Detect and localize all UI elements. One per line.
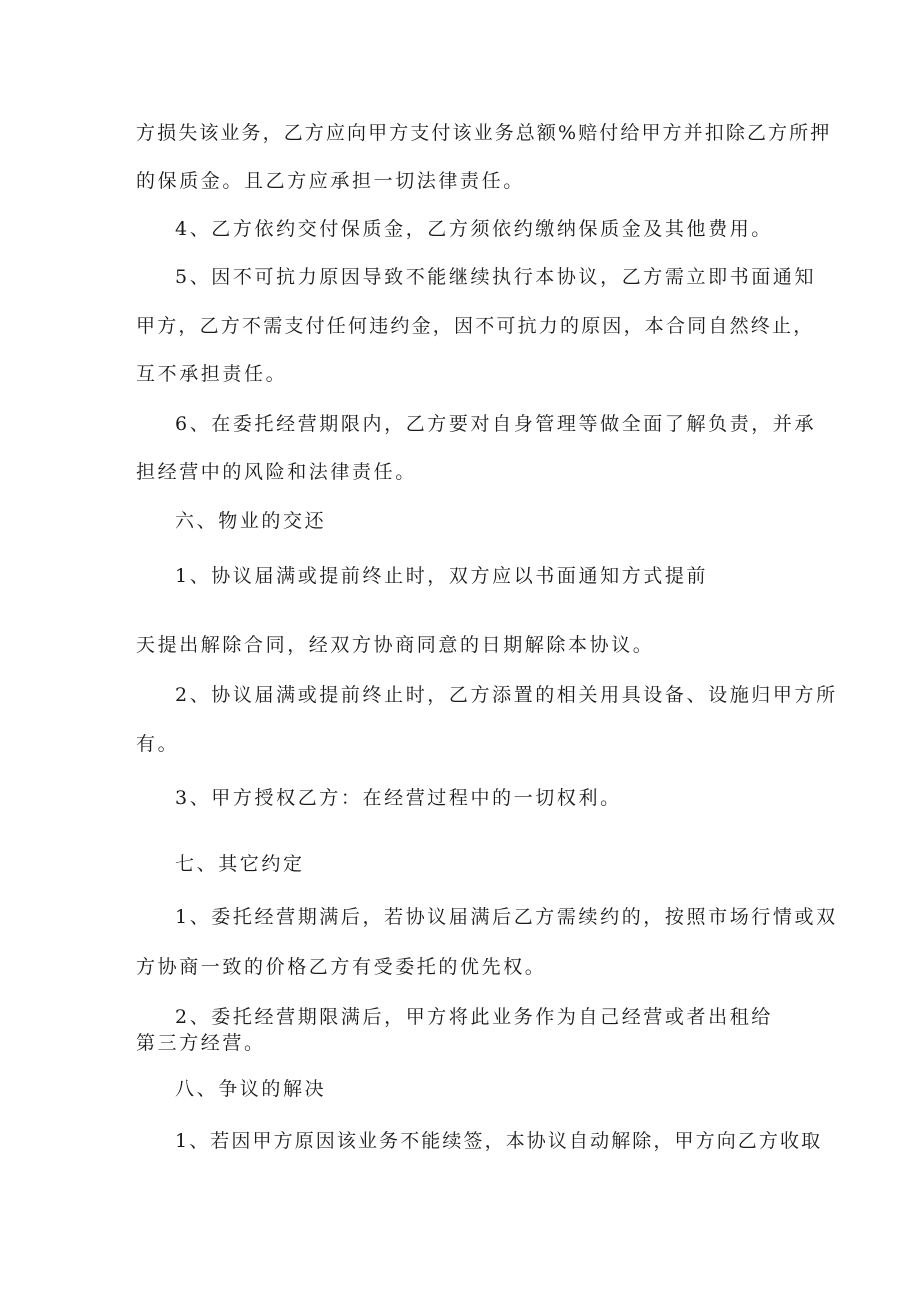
- paragraph-line: 有。: [136, 733, 180, 755]
- paragraph-line: 2、委托经营期限满后，甲方将此业务作为自己经营或者出租给: [175, 1006, 773, 1028]
- paragraph-line: 1、若因甲方原因该业务不能续签，本协议自动解除，甲方向乙方收取: [175, 1130, 823, 1152]
- paragraph-line: 4、乙方依约交付保质金，乙方须依约缴纳保质金及其他费用。: [175, 218, 773, 240]
- paragraph-line: 1、委托经营期满后，若协议届满后乙方需续约的，按照市场行情或双: [175, 906, 838, 928]
- paragraph-line: 担经营中的风险和法律责任。: [136, 461, 417, 483]
- paragraph-line: 2、协议届满或提前终止时，乙方添置的相关用具设备、设施归甲方所: [175, 684, 838, 706]
- paragraph-line: 互不承担责任。: [136, 363, 288, 385]
- section-heading: 八、争议的解决: [175, 1078, 327, 1100]
- paragraph-line: 6、在委托经营期限内，乙方要对自身管理等做全面了解负责，并承: [175, 413, 817, 435]
- paragraph-line: 第三方经营。: [136, 1032, 266, 1054]
- section-heading: 七、其它约定: [175, 853, 305, 875]
- paragraph-line: 方损失该业务，乙方应向甲方支付该业务总额%赔付给甲方并扣除乙方所押: [136, 122, 832, 144]
- paragraph-line: 的保质金。且乙方应承担一切法律责任。: [136, 170, 525, 192]
- paragraph-line: 5、因不可抗力原因导致不能继续执行本协议，乙方需立即书面通知: [175, 266, 817, 288]
- paragraph-line: 甲方，乙方不需支付任何违约金，因不可抗力的原因，本合同自然终止，: [136, 315, 815, 337]
- section-heading: 六、物业的交还: [175, 510, 327, 532]
- paragraph-line: 方协商一致的价格乙方有受委托的优先权。: [136, 956, 547, 978]
- paragraph-line: 天提出解除合同，经双方协商同意的日期解除本协议。: [136, 634, 655, 656]
- paragraph-line: 3、甲方授权乙方：在经营过程中的一切权利。: [175, 787, 622, 809]
- paragraph-line: 1、协议届满或提前终止时，双方应以书面通知方式提前: [175, 565, 709, 587]
